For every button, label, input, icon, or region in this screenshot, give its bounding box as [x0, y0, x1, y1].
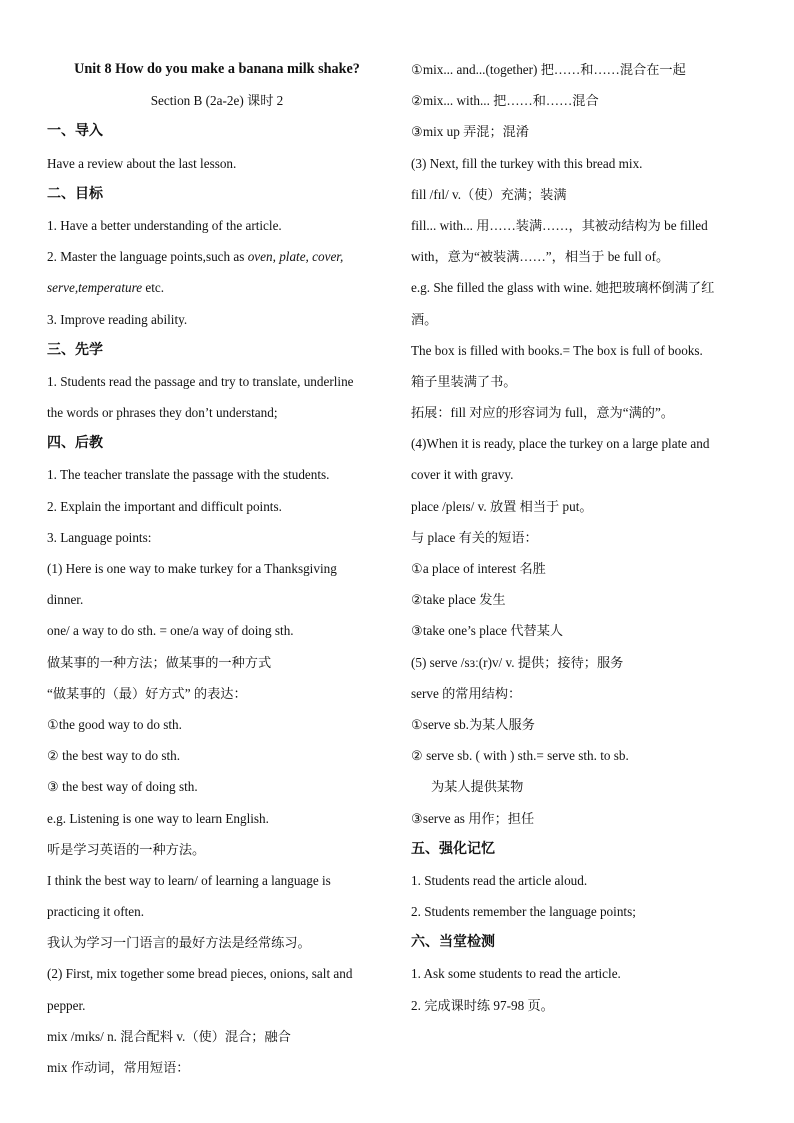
text-line [47, 210, 387, 241]
line-tail: etc. [142, 280, 165, 296]
section-heading [47, 335, 387, 366]
line-text: e.g. She filled the glass with wine. 她把玻璃杯倒满了红 [411, 280, 715, 296]
line-text: 3. Language points: [47, 529, 152, 545]
text-line [47, 148, 387, 179]
line-text: 五、强化记忆 [411, 840, 495, 857]
text-line [411, 990, 756, 1021]
text-line [47, 958, 387, 989]
text-line [411, 428, 756, 459]
line-text: ② serve sb. ( with ) sth.= serve sth. to sb. [411, 748, 629, 764]
line-text: mix 作动词，常用短语： [47, 1060, 190, 1075]
left-column [47, 54, 387, 1083]
line-text: cover it with gravy. [411, 467, 514, 483]
text-line [411, 366, 756, 397]
line-text: ③serve as 用作；担任 [411, 810, 535, 826]
text-line [47, 553, 387, 584]
line-text: The box is filled with books.= The box is full of books. [411, 342, 703, 358]
text-line [47, 865, 387, 896]
text-line [47, 927, 387, 958]
document-title [47, 54, 387, 85]
line-text: ①the good way to do sth. [47, 716, 182, 732]
section-heading [47, 428, 387, 459]
text-line [47, 241, 387, 272]
line-text: serve 的常用结构： [411, 685, 522, 701]
text-line [411, 85, 756, 116]
line-text: ③ the best way of doing sth. [47, 779, 198, 795]
line-text: (2) First, mix together some bread pieces, onions, salt and [47, 966, 353, 982]
section-subtitle [47, 85, 387, 116]
line-text: ①mix... and...(together) 把……和……混合在一起 [411, 62, 686, 77]
text-line [47, 709, 387, 740]
line-text: (4)When it is ready, place the turkey on a large plate and [411, 436, 710, 452]
italic-terms: oven, plate, cover, [247, 249, 344, 265]
line-text: 1. Students read the article aloud. [411, 872, 588, 888]
line-text: 做某事的一种方法；做某事的一种方式 [47, 654, 272, 670]
text-line [411, 647, 756, 678]
line-text: ②take place 发生 [411, 592, 506, 608]
line-text: fill... with... 用……装满……，其被动结构为 be filled [411, 217, 708, 233]
text-line [411, 179, 756, 210]
text-line [47, 491, 387, 522]
line-text: 为某人提供某物 [431, 779, 524, 795]
text-line [47, 678, 387, 709]
text-line [411, 54, 756, 85]
text-line [47, 990, 387, 1021]
line-text: ①a place of interest 名胜 [411, 561, 546, 576]
text-line [411, 803, 756, 834]
line-text: ①serve sb.为某人服务 [411, 716, 535, 732]
text-line [411, 491, 756, 522]
text-line [411, 304, 756, 335]
text-line [411, 553, 756, 584]
text-line [411, 397, 756, 428]
line-text: ② the best way to do sth. [47, 748, 181, 764]
line-text: practicing it often. [47, 904, 145, 920]
line-text: ③mix up 弄混；混淆 [411, 124, 530, 140]
line-text: dinner. [47, 592, 84, 608]
section-heading [47, 179, 387, 210]
line-text: 四、后教 [47, 435, 103, 452]
text-line [411, 584, 756, 615]
text-line [411, 615, 756, 646]
line-text: ③take one’s place 代替某人 [411, 623, 564, 639]
line-text: pepper. [47, 997, 86, 1013]
text-line-indented [411, 771, 756, 802]
line-text: (1) Here is one way to make turkey for a Thanksgiving [47, 561, 337, 576]
text-line [411, 148, 756, 179]
right-column [411, 54, 756, 1021]
text-line [47, 522, 387, 553]
line-text: 1. Students read the passage and try to translate, underline [47, 373, 354, 389]
line-text: 三、先学 [47, 341, 103, 358]
text-line [411, 709, 756, 740]
text-line [47, 647, 387, 678]
line-text: 与 place 有关的短语： [411, 529, 538, 545]
line-text: “做某事的（最）好方式” 的表达： [47, 685, 247, 701]
text-line [47, 615, 387, 646]
line-text: 1. The teacher translate the passage with the students. [47, 467, 330, 483]
text-line [411, 522, 756, 553]
text-line [47, 366, 387, 397]
line-text: 箱子里装满了书。 [411, 373, 517, 389]
line-text: 我认为学习一门语言的最好方法是经常练习。 [47, 935, 311, 951]
line-text: 3. Improve reading ability. [47, 311, 188, 327]
line-text: 2. 完成课时练 97-98 页。 [411, 997, 554, 1013]
line-text: the words or phrases they don’t understand; [47, 405, 278, 421]
text-line [47, 740, 387, 771]
text-line [411, 958, 756, 989]
text-line [411, 335, 756, 366]
text-line [47, 1021, 387, 1052]
line-text: 酒。 [411, 311, 438, 327]
line-text: 听是学习英语的一种方法。 [47, 841, 206, 857]
text-line [47, 584, 387, 615]
text-line [47, 834, 387, 865]
line-text: 2. Master the language points,such as [47, 249, 248, 265]
text-line [47, 896, 387, 927]
line-text: Have a review about the last lesson. [47, 155, 237, 171]
section-heading [411, 834, 756, 865]
text-line [411, 210, 756, 241]
text-line [411, 459, 756, 490]
line-text: 一、导入 [47, 123, 103, 140]
line-text: I think the best way to learn/ of learning a language is [47, 872, 331, 888]
line-text: fill /fɪl/ v.（使）充满；装满 [411, 186, 567, 202]
text-line [47, 304, 387, 335]
text-line [411, 241, 756, 272]
line-text: 拓展：fill 对应的形容词为 full，意为“满的”。 [411, 405, 674, 421]
section-heading [47, 116, 387, 147]
line-text: 1. Have a better understanding of the article. [47, 217, 282, 233]
line-text: 二、目标 [47, 185, 103, 202]
line-text: with，意为“被装满……”，相当于 be full of。 [411, 249, 670, 265]
line-text: one/ a way to do sth. = one/a way of doing sth. [47, 623, 294, 639]
line-text: 六、当堂检测 [411, 934, 495, 951]
text-line [47, 459, 387, 490]
text-line [411, 740, 756, 771]
line-text: 1. Ask some students to read the article. [411, 966, 621, 982]
line-text: 2. Students remember the language points; [411, 904, 636, 920]
line-text: place /pleɪs/ v. 放置 相当于 put。 [411, 498, 593, 514]
text-line [411, 678, 756, 709]
text-line [411, 865, 756, 896]
line-text: Unit 8 How do you make a banana milk shake? [74, 61, 360, 77]
line-text: (5) serve /sɜː(r)v/ v. 提供；接待；服务 [411, 654, 624, 670]
text-line [411, 272, 756, 303]
line-text: e.g. Listening is one way to learn English. [47, 810, 269, 826]
text-line [47, 397, 387, 428]
text-line [411, 896, 756, 927]
line-text: (3) Next, fill the turkey with this bread mix. [411, 155, 643, 171]
text-line [47, 803, 387, 834]
line-text: ②mix... with... 把……和……混合 [411, 93, 599, 109]
line-text: mix /mɪks/ n. 混合配料 v.（使）混合；融合 [47, 1028, 291, 1044]
text-line [411, 116, 756, 147]
text-line [47, 771, 387, 802]
text-line [47, 1052, 387, 1083]
italic-terms: serve,temperature [47, 280, 143, 296]
section-heading [411, 927, 756, 958]
text-line [47, 272, 387, 303]
line-text: Section B (2a-2e) 课时 2 [150, 93, 284, 109]
line-text: 2. Explain the important and difficult points. [47, 498, 282, 514]
